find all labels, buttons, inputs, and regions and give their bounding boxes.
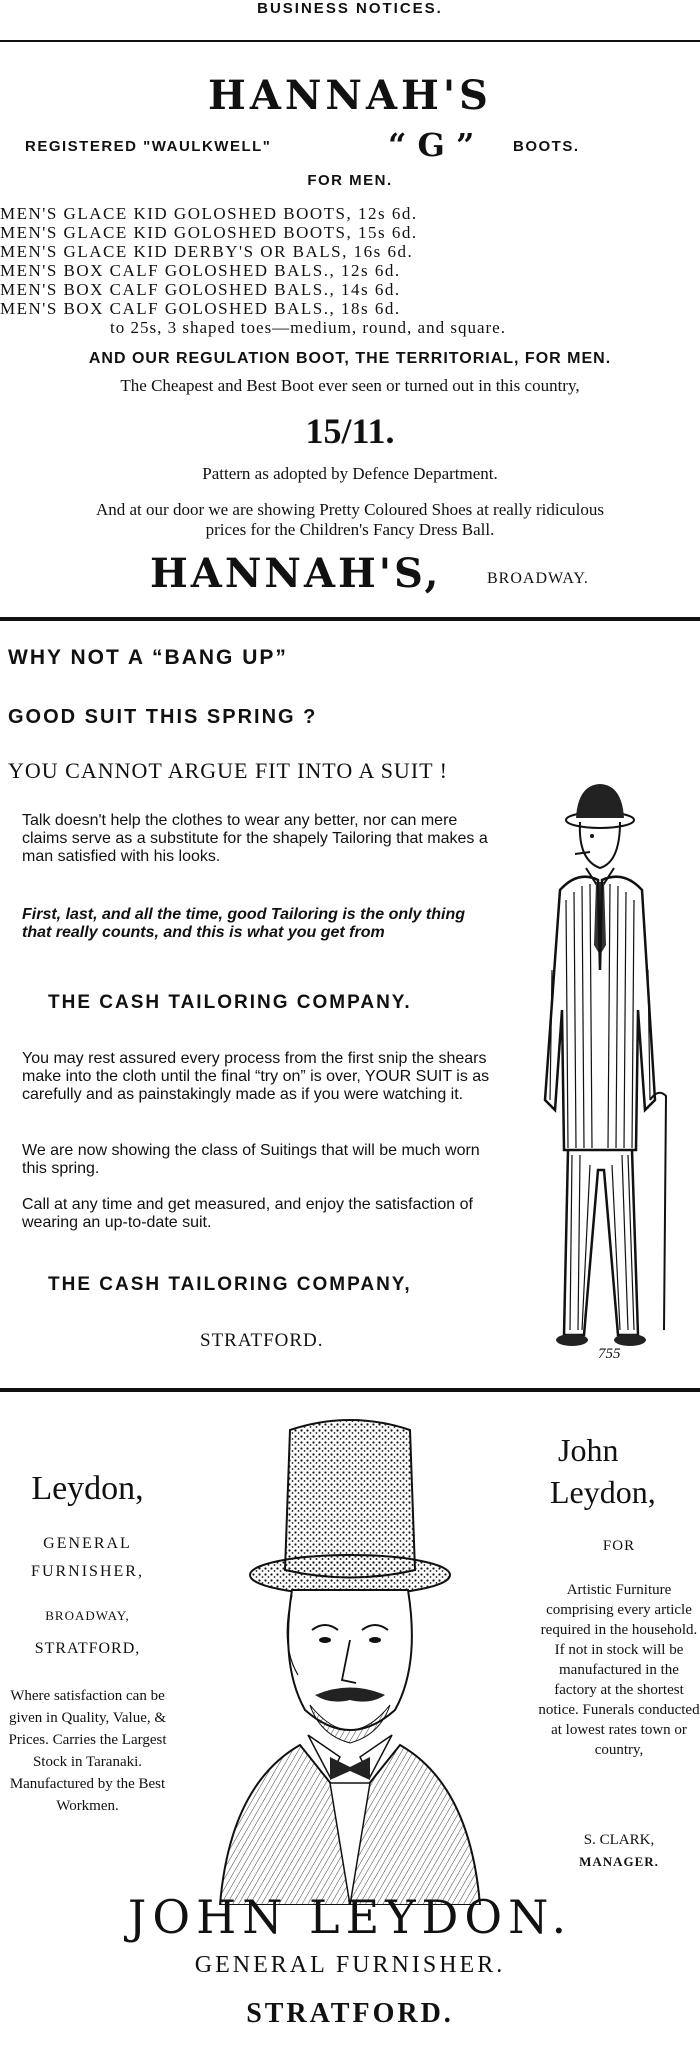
leydon-right-for: FOR xyxy=(602,1538,636,1554)
toes-line: to 25s, 3 shaped toes—medium, round, and square. xyxy=(110,318,506,337)
boot-price-line: MEN'S GLACE KID GOLOSHED BOOTS, 12s 6d. xyxy=(0,204,418,223)
leydon-big-name: JOHN LEYDON. xyxy=(127,1890,573,1944)
section-header: BUSINESS NOTICES. xyxy=(257,0,443,17)
tailor-company-name: THE CASH TAILORING COMPANY, xyxy=(48,1274,412,1295)
tailor-paragraph: We are now showing the class of Suitings that will be much worn this spring. xyxy=(22,1142,480,1177)
leydon-left-title: GENERAL xyxy=(43,1535,132,1552)
tailor-paragraph: You may rest assured every process from the first snip the shears make into the cloth until the final “try on” is over, YOUR SUIT is as carefully and as painstakingly made as if you were watching it. xyxy=(22,1050,490,1103)
leydon-right-name: John xyxy=(558,1432,619,1468)
tailor-company-name: THE CASH TAILORING COMPANY. xyxy=(48,992,412,1013)
pattern-line: Pattern as adopted by Defence Department. xyxy=(202,464,498,483)
door-line: prices for the Children's Fancy Dress Ball. xyxy=(205,520,495,539)
boot-price-line: MEN'S BOX CALF GOLOSHED BALS., 14s 6d. xyxy=(0,280,401,299)
tailor-headline: WHY NOT A “BANG UP” xyxy=(8,646,288,669)
divider xyxy=(0,40,700,42)
g-trademark: “ G ” xyxy=(388,126,475,164)
leydon-left-town: STRATFORD, xyxy=(34,1640,141,1657)
leydon-left-street: BROADWAY, xyxy=(45,1608,130,1623)
leydon-big-title: GENERAL FURNISHER. xyxy=(194,1952,506,1978)
figure-number: 755 xyxy=(598,1346,621,1362)
suited-man-illustration xyxy=(520,770,690,1370)
divider xyxy=(0,617,700,621)
leydon-right-name: Leydon, xyxy=(550,1474,656,1510)
boot-price-line: MEN'S BOX CALF GOLOSHED BALS., 12s 6d. xyxy=(0,261,401,280)
hannah-title: HANNAH'S xyxy=(208,72,492,119)
john-leydon-portrait xyxy=(180,1405,530,1905)
manager-name: S. CLARK, xyxy=(583,1832,655,1848)
tailor-headline: GOOD SUIT THIS SPRING ? xyxy=(8,706,318,728)
tailor-town: STRATFORD. xyxy=(200,1330,324,1351)
hannah-footer-name: HANNAH'S, xyxy=(150,550,442,597)
price-label: 15/11. xyxy=(305,411,395,451)
leydon-left-text: Where satisfaction can be given in Quality, Value, & Prices. Carries the Largest Stock in Taranaki. Manufactured by the Best Workmen. xyxy=(8,1688,167,1814)
leydon-left-title: FURNISHER, xyxy=(31,1563,144,1580)
boot-price-line: MEN'S GLACE KID GOLOSHED BOOTS, 15s 6d. xyxy=(0,223,418,242)
tailor-paragraph: First, last, and all the time, good Tailoring is the only thing that really counts, and this is what you get from xyxy=(22,906,465,941)
manager-title: MANAGER. xyxy=(579,1854,659,1869)
regulation-boot-heading: AND OUR REGULATION BOOT, THE TERRITORIAL, FOR MEN. xyxy=(88,350,612,367)
divider xyxy=(0,1388,700,1392)
boots-label: BOOTS. xyxy=(513,138,580,155)
leydon-big-town: STRATFORD. xyxy=(246,1998,454,2029)
tailor-paragraph: Call at any time and get measured, and enjoy the satisfaction of wearing an up-to-date suit. xyxy=(22,1196,473,1231)
tailor-paragraph: Talk doesn't help the clothes to wear any better, nor can mere claims serve as a substitute for the shapely Tailoring that makes a man satisfied with his looks. xyxy=(22,812,488,865)
door-line: And at our door we are showing Pretty Coloured Shoes at really ridiculous xyxy=(95,500,604,519)
registered-label: REGISTERED "WAULKWELL" xyxy=(25,138,272,155)
cheapest-line: The Cheapest and Best Boot ever seen or turned out in this country, xyxy=(120,376,580,395)
leydon-right-text: Artistic Furniture comprising every article required in the household. If not in stock will be manufactured in the factory at the shortest notice. Funerals conducted at lowest rates town or country, xyxy=(538,1582,700,1758)
tailor-headline: YOU CANNOT ARGUE FIT INTO A SUIT ! xyxy=(8,758,449,783)
boot-price-line: MEN'S BOX CALF GOLOSHED BALS., 18s 6d. xyxy=(0,299,401,318)
boot-price-line: MEN'S GLACE KID DERBY'S OR BALS, 16s 6d. xyxy=(0,242,414,261)
for-men-label: FOR MEN. xyxy=(307,172,393,189)
leydon-left-name: Leydon, xyxy=(31,1470,144,1507)
hannah-footer-location: BROADWAY. xyxy=(487,570,589,587)
